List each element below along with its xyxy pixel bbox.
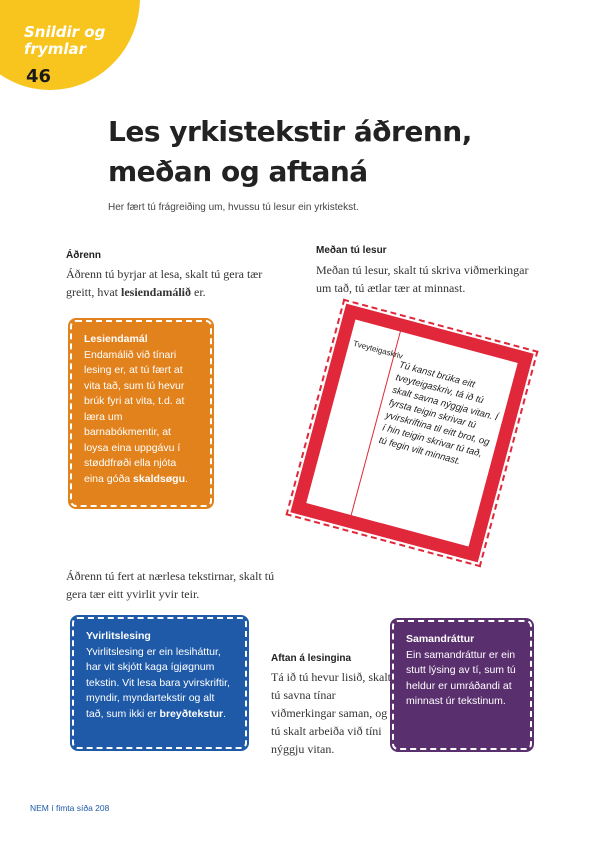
page-title-line-2: meðan og aftaná: [108, 155, 368, 188]
page-subtitle: Her fært tú frágreiðing um, hvussu tú lesur ein yrkistekst.: [108, 202, 359, 213]
card-right-text: Tú kanst brúka eitt tveyteigaskriv, tá ið tú skalt savna nýggja vitan. Í fyrsta teigin skrivar tú yvirskriftina til eitt brot, og í hin teigin skrivar tú tað, tú fegin vilt minnast.: [377, 359, 499, 468]
adrenn-text-part: Áðrenn tú byrjar at lesa, skalt tú gera tær greitt, hvat: [66, 267, 263, 299]
yvirlitslesing-heading: Yvirlitslesing: [86, 630, 151, 642]
yvirlitslesing-text-bold: breyðtekstur: [159, 707, 224, 720]
adrenn-text-end: er.: [191, 285, 206, 299]
footer: NEM í fimta síða 208: [30, 803, 110, 813]
aftan-heading: Aftan á lesingina: [271, 653, 352, 664]
adrenn-text-bold: lesiendamálið: [120, 285, 191, 299]
samandrattur-box: [392, 620, 532, 750]
page-title: [108, 112, 528, 192]
medan-heading: Meðan tú lesur: [316, 245, 387, 256]
lesiendamal-heading: Lesiendamál: [84, 333, 148, 345]
samandrattur-text: Ein samandráttur er ein stutt lýsing av tí, sum tú heldur er umráðandi at minnast úr tekstinum.: [406, 648, 516, 707]
before-text: Áðrenn tú fert at nærlesa tekstirnar, skalt tú gera tær eitt yvirlit yvir teir.: [66, 569, 275, 601]
yvirlitslesing-text-end: .: [223, 707, 227, 720]
medan-text: Meðan tú lesur, skalt tú skriva viðmerkingar um tað, tú ætlar tær at minnast.: [316, 263, 529, 295]
samandrattur-heading: Samandráttur: [406, 633, 475, 645]
yvirlitslesing-box: [72, 617, 247, 749]
page-title-line-1: Les yrkistekstir áðrenn,: [108, 115, 472, 148]
lesiendamal-text-end: .: [184, 472, 188, 485]
adrenn-heading: Áðrenn: [66, 250, 101, 261]
lesiendamal-box: [70, 320, 212, 507]
card-left-label: Tveyteigaskriv: [352, 338, 404, 361]
tveyteigaskriv-card: [290, 304, 533, 563]
section-title: Snildir og frymlar: [24, 23, 106, 58]
adrenn-text: [66, 265, 266, 301]
yvirlitslesing-text: Yvirlitslesing er ein lesiháttur, har vit skjótt kaga ígjøgnum tekstin. Vit lesa bara yvirskriftir, myndir, myndartekstir og alt tað, sum ikki er: [86, 645, 230, 720]
page-number: 46: [26, 66, 52, 87]
lesiendamal-text: Endamálið við tínari lesing er, at tú fært at vita tað, sum tú hevur brúk fyri at vita, t.d. at læra um barnabókmentir, at loysa eina uppgávu í støddfrøði ella njóta eina góða: [84, 348, 185, 485]
aftan-text: Tá ið tú hevur lisið, skalt tú savna tínar viðmerkingar saman, og tú skalt arbeiða við tíni nýggju vitan.: [271, 670, 391, 756]
lesiendamal-text-bold: skaldsøgu: [133, 472, 185, 485]
